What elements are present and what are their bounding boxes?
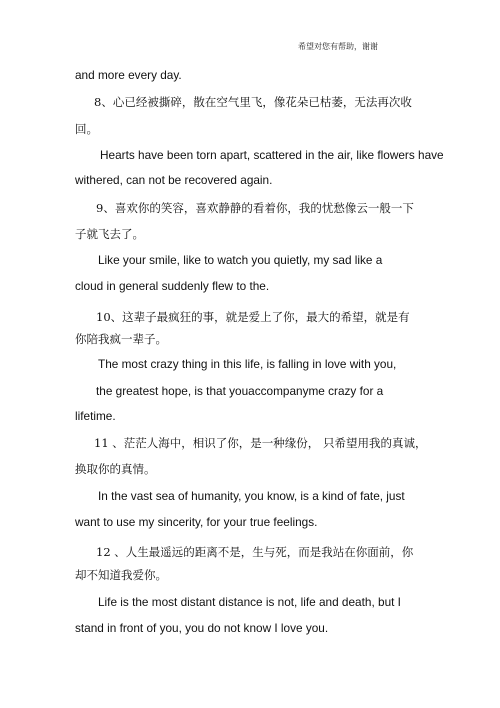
body-text-line: lifetime. xyxy=(75,409,116,423)
body-text-line: The most crazy thing in this life, is falling in love with you, xyxy=(98,357,397,371)
page-header: 希望对您有帮助，谢谢 xyxy=(298,42,378,51)
body-text-line: cloud in general suddenly flew to the. xyxy=(75,279,270,293)
body-text-line: 换取你的真情。 xyxy=(75,462,156,476)
body-text-line: 8、心已经被撕碎，散在空气里飞，像花朵已枯萎，无法再次收 xyxy=(94,95,412,109)
body-text-line: the greatest hope, is that youaccompanyme crazy for a xyxy=(96,384,384,398)
body-text-line: Hearts have been torn apart, scattered in the air, like flowers have xyxy=(100,148,444,162)
body-text-line: Like your smile, like to watch you quietly, my sad like a xyxy=(98,253,383,267)
body-text-line: Life is the most distant distance is not, life and death, but I xyxy=(98,595,401,609)
body-text-line: In the vast sea of humanity, you know, is a kind of fate, just xyxy=(98,489,405,503)
body-text-line: withered, can not be recovered again. xyxy=(75,173,273,187)
body-text-line: 12 、人生最遥远的距离不是，生与死，而是我站在你面前，你 xyxy=(96,545,414,559)
body-text-line: want to use my sincerity, for your true feelings. xyxy=(75,515,318,529)
body-text-line: 却不知道我爱你。 xyxy=(75,568,167,582)
body-text-line: 9、喜欢你的笑容，喜欢静静的看着你，我的忧愁像云一般一下 xyxy=(96,201,414,215)
body-text-line: 10、这辈子最疯狂的事，就是爱上了你，最大的希望，就是有 xyxy=(96,310,410,324)
body-text-line: 回。 xyxy=(75,122,98,136)
body-text-line: 子就飞去了。 xyxy=(75,227,144,241)
body-text-line: 你陪我疯一辈子。 xyxy=(75,332,167,346)
body-text-line: 11 、茫茫人海中，相识了你，是一种缘份， 只希望用我的真诚， xyxy=(94,436,427,450)
body-text-line: and more every day. xyxy=(75,68,182,82)
body-text-line: stand in front of you, you do not know I love you. xyxy=(75,621,329,635)
